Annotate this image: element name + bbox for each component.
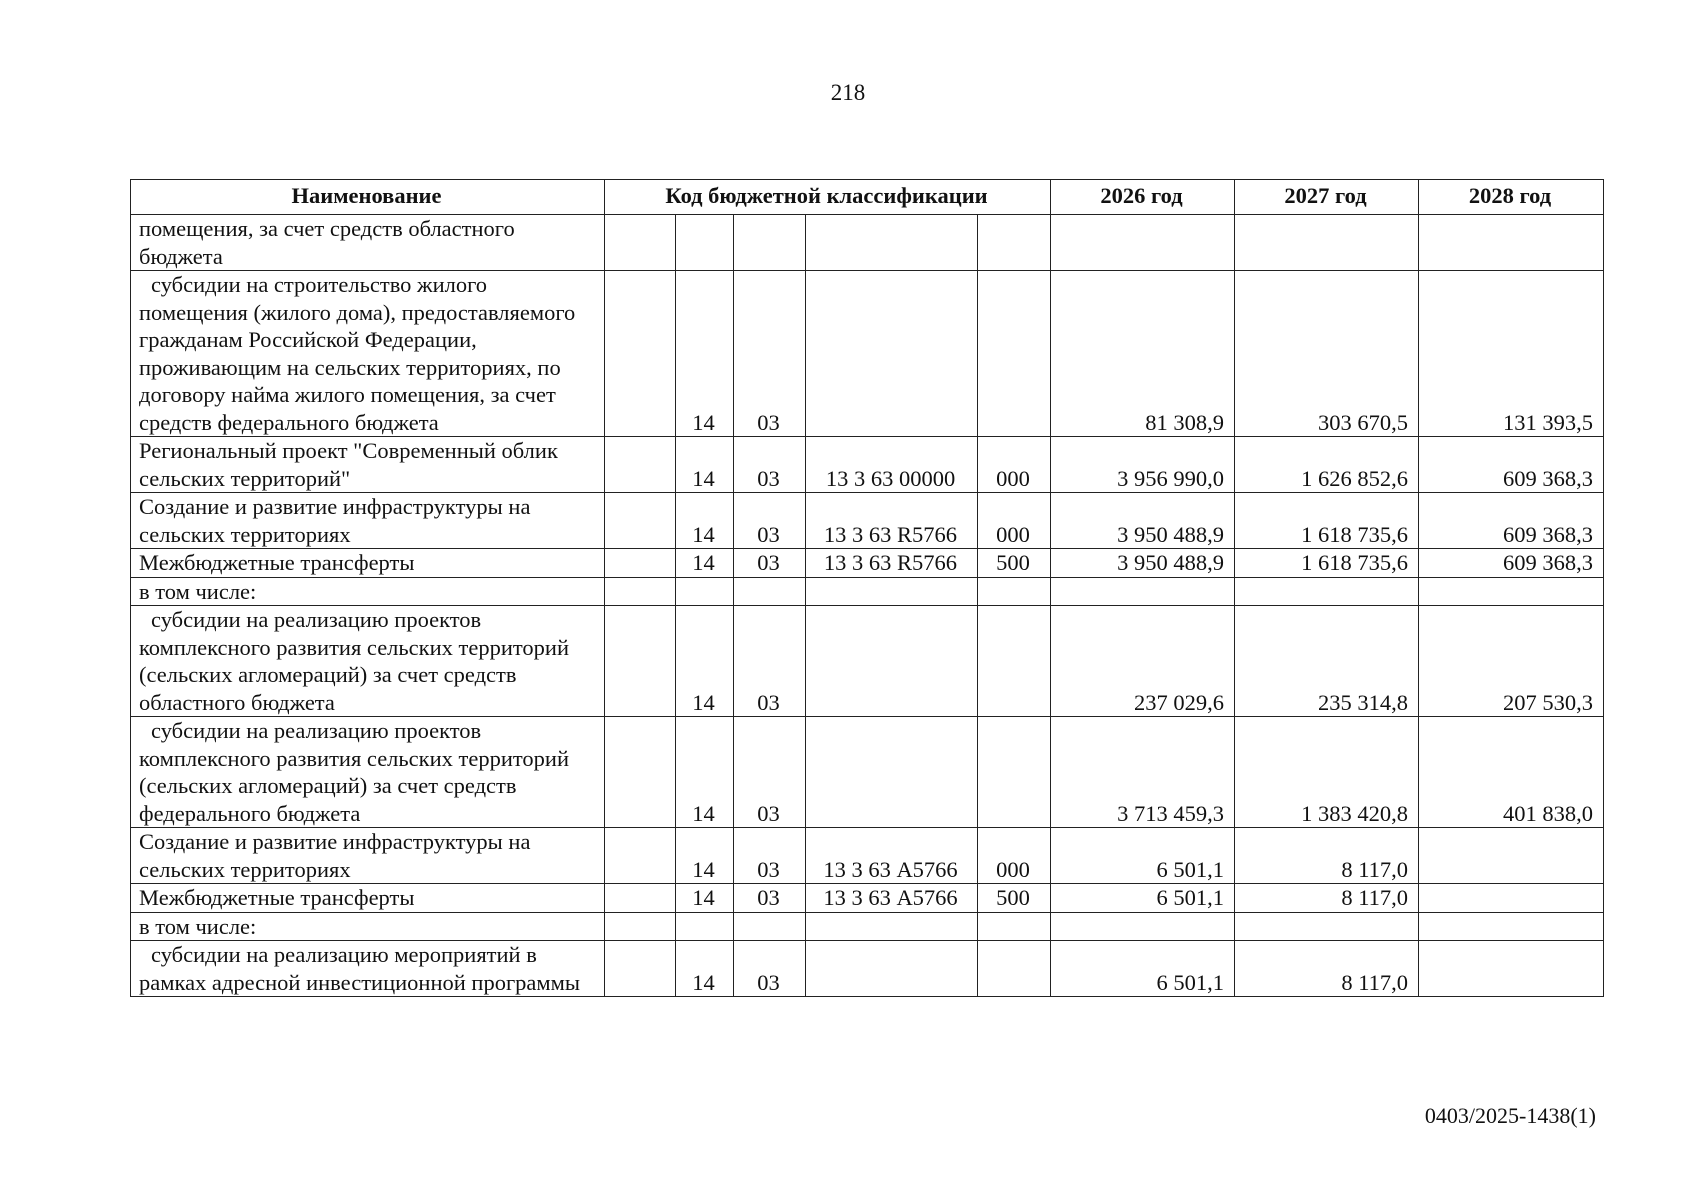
value-2026: 3 950 488,9 [1051,493,1235,549]
code-expense-type [978,577,1051,606]
row-name: Создание и развитие инфраструктуры на сельских территориях [131,493,605,549]
table-row [131,606,1604,717]
table-header-row [131,180,1604,215]
code-section [676,912,734,941]
row-name: Региональный проект "Современный облик сельских территорий" [131,437,605,493]
code-subsection: 03 [734,271,806,437]
value-2027: 8 117,0 [1235,828,1419,884]
value-2026 [1051,215,1235,271]
code-section: 14 [676,941,734,997]
value-2028 [1419,215,1604,271]
value-2028: 609 368,3 [1419,493,1604,549]
code-subsection: 03 [734,549,806,578]
value-2027 [1235,215,1419,271]
row-name: субсидии на реализацию проектов комплексного развития сельских территорий (сельских агломераций) за счет средств областного бюджета [131,606,605,717]
code-target-article [806,717,978,828]
value-2028 [1419,884,1604,913]
row-name: субсидии на реализацию проектов комплексного развития сельских территорий (сельских агломераций) за счет средств федерального бюджета [131,717,605,828]
code-part-1 [605,828,676,884]
code-subsection [734,577,806,606]
code-expense-type: 000 [978,437,1051,493]
table-row [131,884,1604,913]
value-2028: 131 393,5 [1419,271,1604,437]
code-target-article [806,215,978,271]
code-section: 14 [676,549,734,578]
table-row [131,828,1604,884]
code-part-1 [605,577,676,606]
code-part-1 [605,941,676,997]
code-section [676,215,734,271]
value-2027: 303 670,5 [1235,271,1419,437]
code-section: 14 [676,437,734,493]
code-target-article: 13 3 63 А5766 [806,828,978,884]
code-section [676,577,734,606]
code-part-1 [605,912,676,941]
row-name: субсидии на строительство жилого помещения (жилого дома), предоставляемого гражданам Российской Федерации, проживающим на сельских территориях, по договору найма жилого помещения, за счет средств федерального бюджета [131,271,605,437]
code-target-article [806,941,978,997]
value-2028: 401 838,0 [1419,717,1604,828]
code-section: 14 [676,606,734,717]
value-2026: 237 029,6 [1051,606,1235,717]
value-2026: 6 501,1 [1051,828,1235,884]
code-expense-type [978,606,1051,717]
code-section: 14 [676,884,734,913]
code-part-1 [605,271,676,437]
value-2028 [1419,941,1604,997]
code-target-article: 13 3 63 R5766 [806,549,978,578]
document-registration-code: 0403/2025-1438(1) [1424,1103,1596,1128]
code-section: 14 [676,271,734,437]
value-2026: 3 713 459,3 [1051,717,1235,828]
row-name: Создание и развитие инфраструктуры на сельских территориях [131,828,605,884]
code-subsection [734,912,806,941]
table-row [131,215,1604,271]
value-2027: 1 618 735,6 [1235,549,1419,578]
value-2027: 1 383 420,8 [1235,717,1419,828]
code-expense-type: 500 [978,884,1051,913]
table-row [131,549,1604,578]
value-2026: 3 956 990,0 [1051,437,1235,493]
budget-table [130,179,1604,997]
code-subsection: 03 [734,493,806,549]
code-expense-type [978,215,1051,271]
code-target-article [806,606,978,717]
code-section: 14 [676,828,734,884]
table-row [131,577,1604,606]
table-row [131,912,1604,941]
code-part-1 [605,437,676,493]
page-number: 218 [830,80,866,105]
table-row [131,493,1604,549]
row-name: субсидии на реализацию мероприятий в рамках адресной инвестиционной программы [131,941,605,997]
value-2028: 609 368,3 [1419,549,1604,578]
code-part-1 [605,493,676,549]
value-2026: 6 501,1 [1051,884,1235,913]
table-row [131,941,1604,997]
value-2027: 1 626 852,6 [1235,437,1419,493]
value-2028: 207 530,3 [1419,606,1604,717]
code-part-1 [605,549,676,578]
value-2026 [1051,912,1235,941]
value-2028 [1419,577,1604,606]
header-year-2026: 2026 год [1051,180,1235,215]
value-2026: 3 950 488,9 [1051,549,1235,578]
table-row [131,717,1604,828]
row-name: Межбюджетные трансферты [131,884,605,913]
code-subsection: 03 [734,717,806,828]
header-name: Наименование [131,180,605,215]
value-2027 [1235,912,1419,941]
code-expense-type [978,941,1051,997]
code-section: 14 [676,717,734,828]
value-2027: 1 618 735,6 [1235,493,1419,549]
row-name: Межбюджетные трансферты [131,549,605,578]
table-row [131,271,1604,437]
value-2027: 8 117,0 [1235,884,1419,913]
code-part-1 [605,606,676,717]
header-year-2028: 2028 год [1419,180,1604,215]
header-budget-code: Код бюджетной классификации [605,180,1051,215]
code-subsection: 03 [734,606,806,717]
code-target-article [806,912,978,941]
code-expense-type [978,912,1051,941]
value-2026 [1051,577,1235,606]
row-name: в том числе: [131,912,605,941]
value-2027 [1235,577,1419,606]
code-subsection: 03 [734,941,806,997]
code-expense-type: 000 [978,493,1051,549]
code-subsection [734,215,806,271]
code-section: 14 [676,493,734,549]
code-target-article [806,577,978,606]
code-subsection: 03 [734,884,806,913]
row-name: в том числе: [131,577,605,606]
code-expense-type [978,717,1051,828]
code-part-1 [605,884,676,913]
code-expense-type: 000 [978,828,1051,884]
value-2026: 6 501,1 [1051,941,1235,997]
row-name: помещения, за счет средств областного бюджета [131,215,605,271]
code-target-article: 13 3 63 А5766 [806,884,978,913]
code-part-1 [605,717,676,828]
code-target-article [806,271,978,437]
code-subsection: 03 [734,437,806,493]
code-target-article: 13 3 63 00000 [806,437,978,493]
value-2027: 235 314,8 [1235,606,1419,717]
value-2028 [1419,828,1604,884]
code-target-article: 13 3 63 R5766 [806,493,978,549]
header-year-2027: 2027 год [1235,180,1419,215]
value-2027: 8 117,0 [1235,941,1419,997]
code-subsection: 03 [734,828,806,884]
value-2028 [1419,912,1604,941]
code-expense-type [978,271,1051,437]
table-row [131,437,1604,493]
value-2028: 609 368,3 [1419,437,1604,493]
code-expense-type: 500 [978,549,1051,578]
code-part-1 [605,215,676,271]
value-2026: 81 308,9 [1051,271,1235,437]
